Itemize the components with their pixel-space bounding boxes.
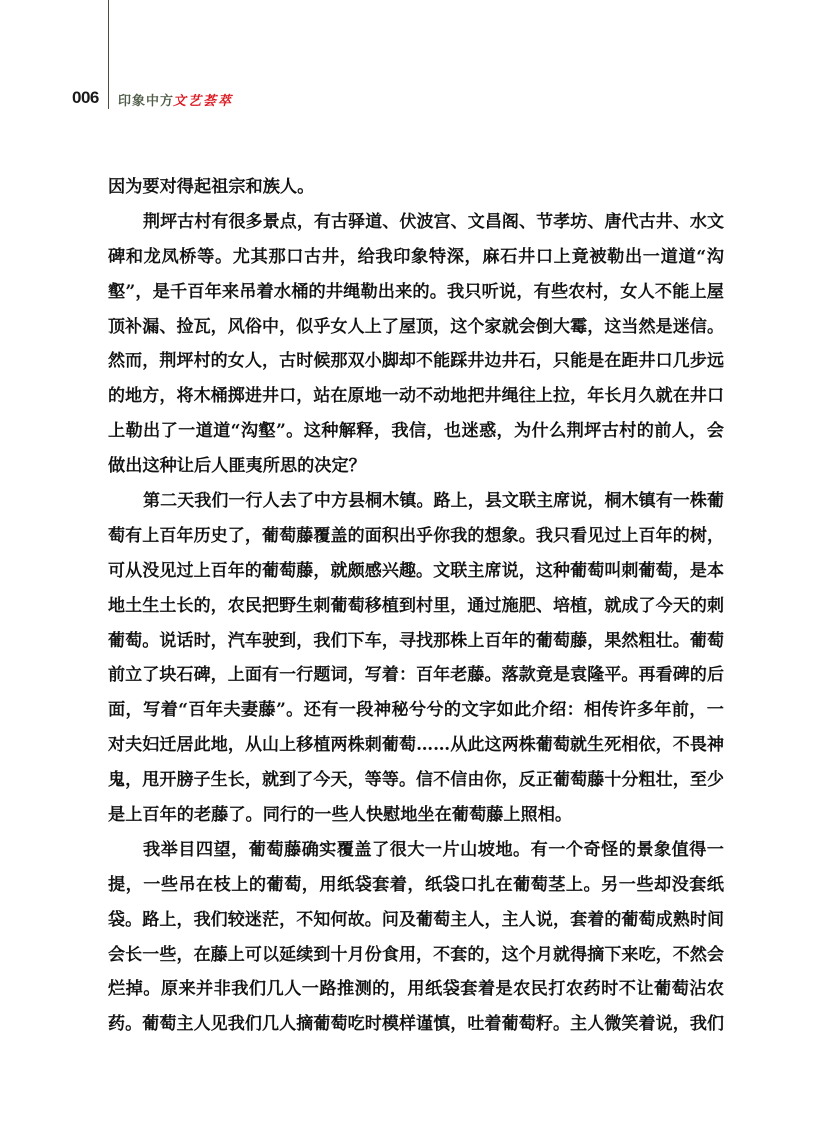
text-line: 壑”，是千百年来吊着水桶的井绳勒出来的。我只听说，有些农村，女人不能上屋 (108, 281, 724, 302)
book-title: 印象中方 (118, 94, 175, 109)
text-line: 碑和龙凤桥等。尤其那口古井，给我印象特深，麻石井口上竟被勒出一道道“沟 (108, 246, 724, 267)
text-line: 对夫妇迁居此地，从山上移植两株刺葡萄……从此这两株葡萄就生死相依，不畏神 (108, 735, 724, 756)
text-line: 因为要对得起祖宗和族人。 (108, 177, 315, 197)
text-line: 然而，荆坪村的女人，古时候那双小脚却不能踩井边井石，只能是在距井口几步远 (108, 351, 724, 372)
text-line: 顶补漏、捡瓦，风俗中，似乎女人上了屋顶，这个家就会倒大霉，这当然是迷信。 (108, 316, 724, 337)
text-line: 袋。路上，我们较迷茫，不知何故。问及葡萄主人，主人说，套着的葡萄成熟时间 (108, 909, 724, 930)
text-line: 做出这种让后人匪夷所思的决定？ (108, 456, 366, 477)
text-line: 前立了块石碑，上面有一行题词，写着：百年老藤。落款竟是袁隆平。再看碑的后 (108, 665, 724, 686)
text-line: 第二天我们一行人去了中方县桐木镇。路上，县文联主席说，桐木镇有一株葡 (143, 491, 724, 512)
text-line: 我举目四望，葡萄藤确实覆盖了很大一片山坡地。有一个奇怪的景象值得一 (143, 839, 724, 860)
text-line: 荆坪古村有很多景点，有古驿道、伏波宫、文昌阁、节孝坊、唐代古井、水文 (143, 211, 724, 232)
text-line: 是上百年的老藤了。同行的一些人快慰地坐在葡萄藤上照相。 (108, 805, 573, 826)
text-line: 的地方，将木桶掷进井口，站在原地一动不动地把井绳往上拉，年长月久就在井口 (108, 386, 724, 407)
text-line: 烂掉。原来并非我们几人一路推测的，用纸袋套着是农民打农药时不让葡萄沾农 (108, 979, 724, 1000)
text-line: 上勒出了一道道“沟壑”。这种解释，我信，也迷惑，为什么荆坪古村的前人，会 (108, 421, 724, 442)
text-line: 药。葡萄主人见我们几人摘葡萄吃时模样谨慎，吐着葡萄籽。主人微笑着说，我们 (108, 1014, 724, 1035)
body-text (108, 170, 724, 1042)
text-line: 萄有上百年历史了，葡萄藤覆盖的面积出乎你我的想象。我只看见过上百年的树， (108, 525, 724, 546)
section-title: 文艺荟萃 (173, 94, 234, 109)
text-line: 鬼，甩开膀子生长，就到了今天，等等。信不信由你，反正葡萄藤十分粗壮，至少 (108, 770, 724, 791)
text-line: 提，一些吊在枝上的葡萄，用纸袋套着，纸袋口扎在葡萄茎上。另一些却没套纸 (108, 874, 724, 895)
text-line: 会长一些，在藤上可以延续到十月份食用，不套的，这个月就得摘下来吃，不然会 (108, 944, 724, 965)
header-divider-line (108, 0, 109, 109)
text-line: 可从没见过上百年的葡萄藤，就颇感兴趣。文联主席说，这种葡萄叫刺葡萄，是本 (108, 560, 724, 581)
text-line: 面，写着“百年夫妻藤”。还有一段神秘兮兮的文字如此介绍：相传许多年前，一 (108, 700, 724, 721)
text-line: 地土生土长的，农民把野生刺葡萄移植到村里，通过施肥、培植，就成了今天的刺 (108, 595, 724, 616)
text-line: 葡萄。说话时，汽车驶到，我们下车，寻找那株上百年的葡萄藤，果然粗壮。葡萄 (108, 630, 724, 651)
page-number: 006 (72, 88, 99, 107)
